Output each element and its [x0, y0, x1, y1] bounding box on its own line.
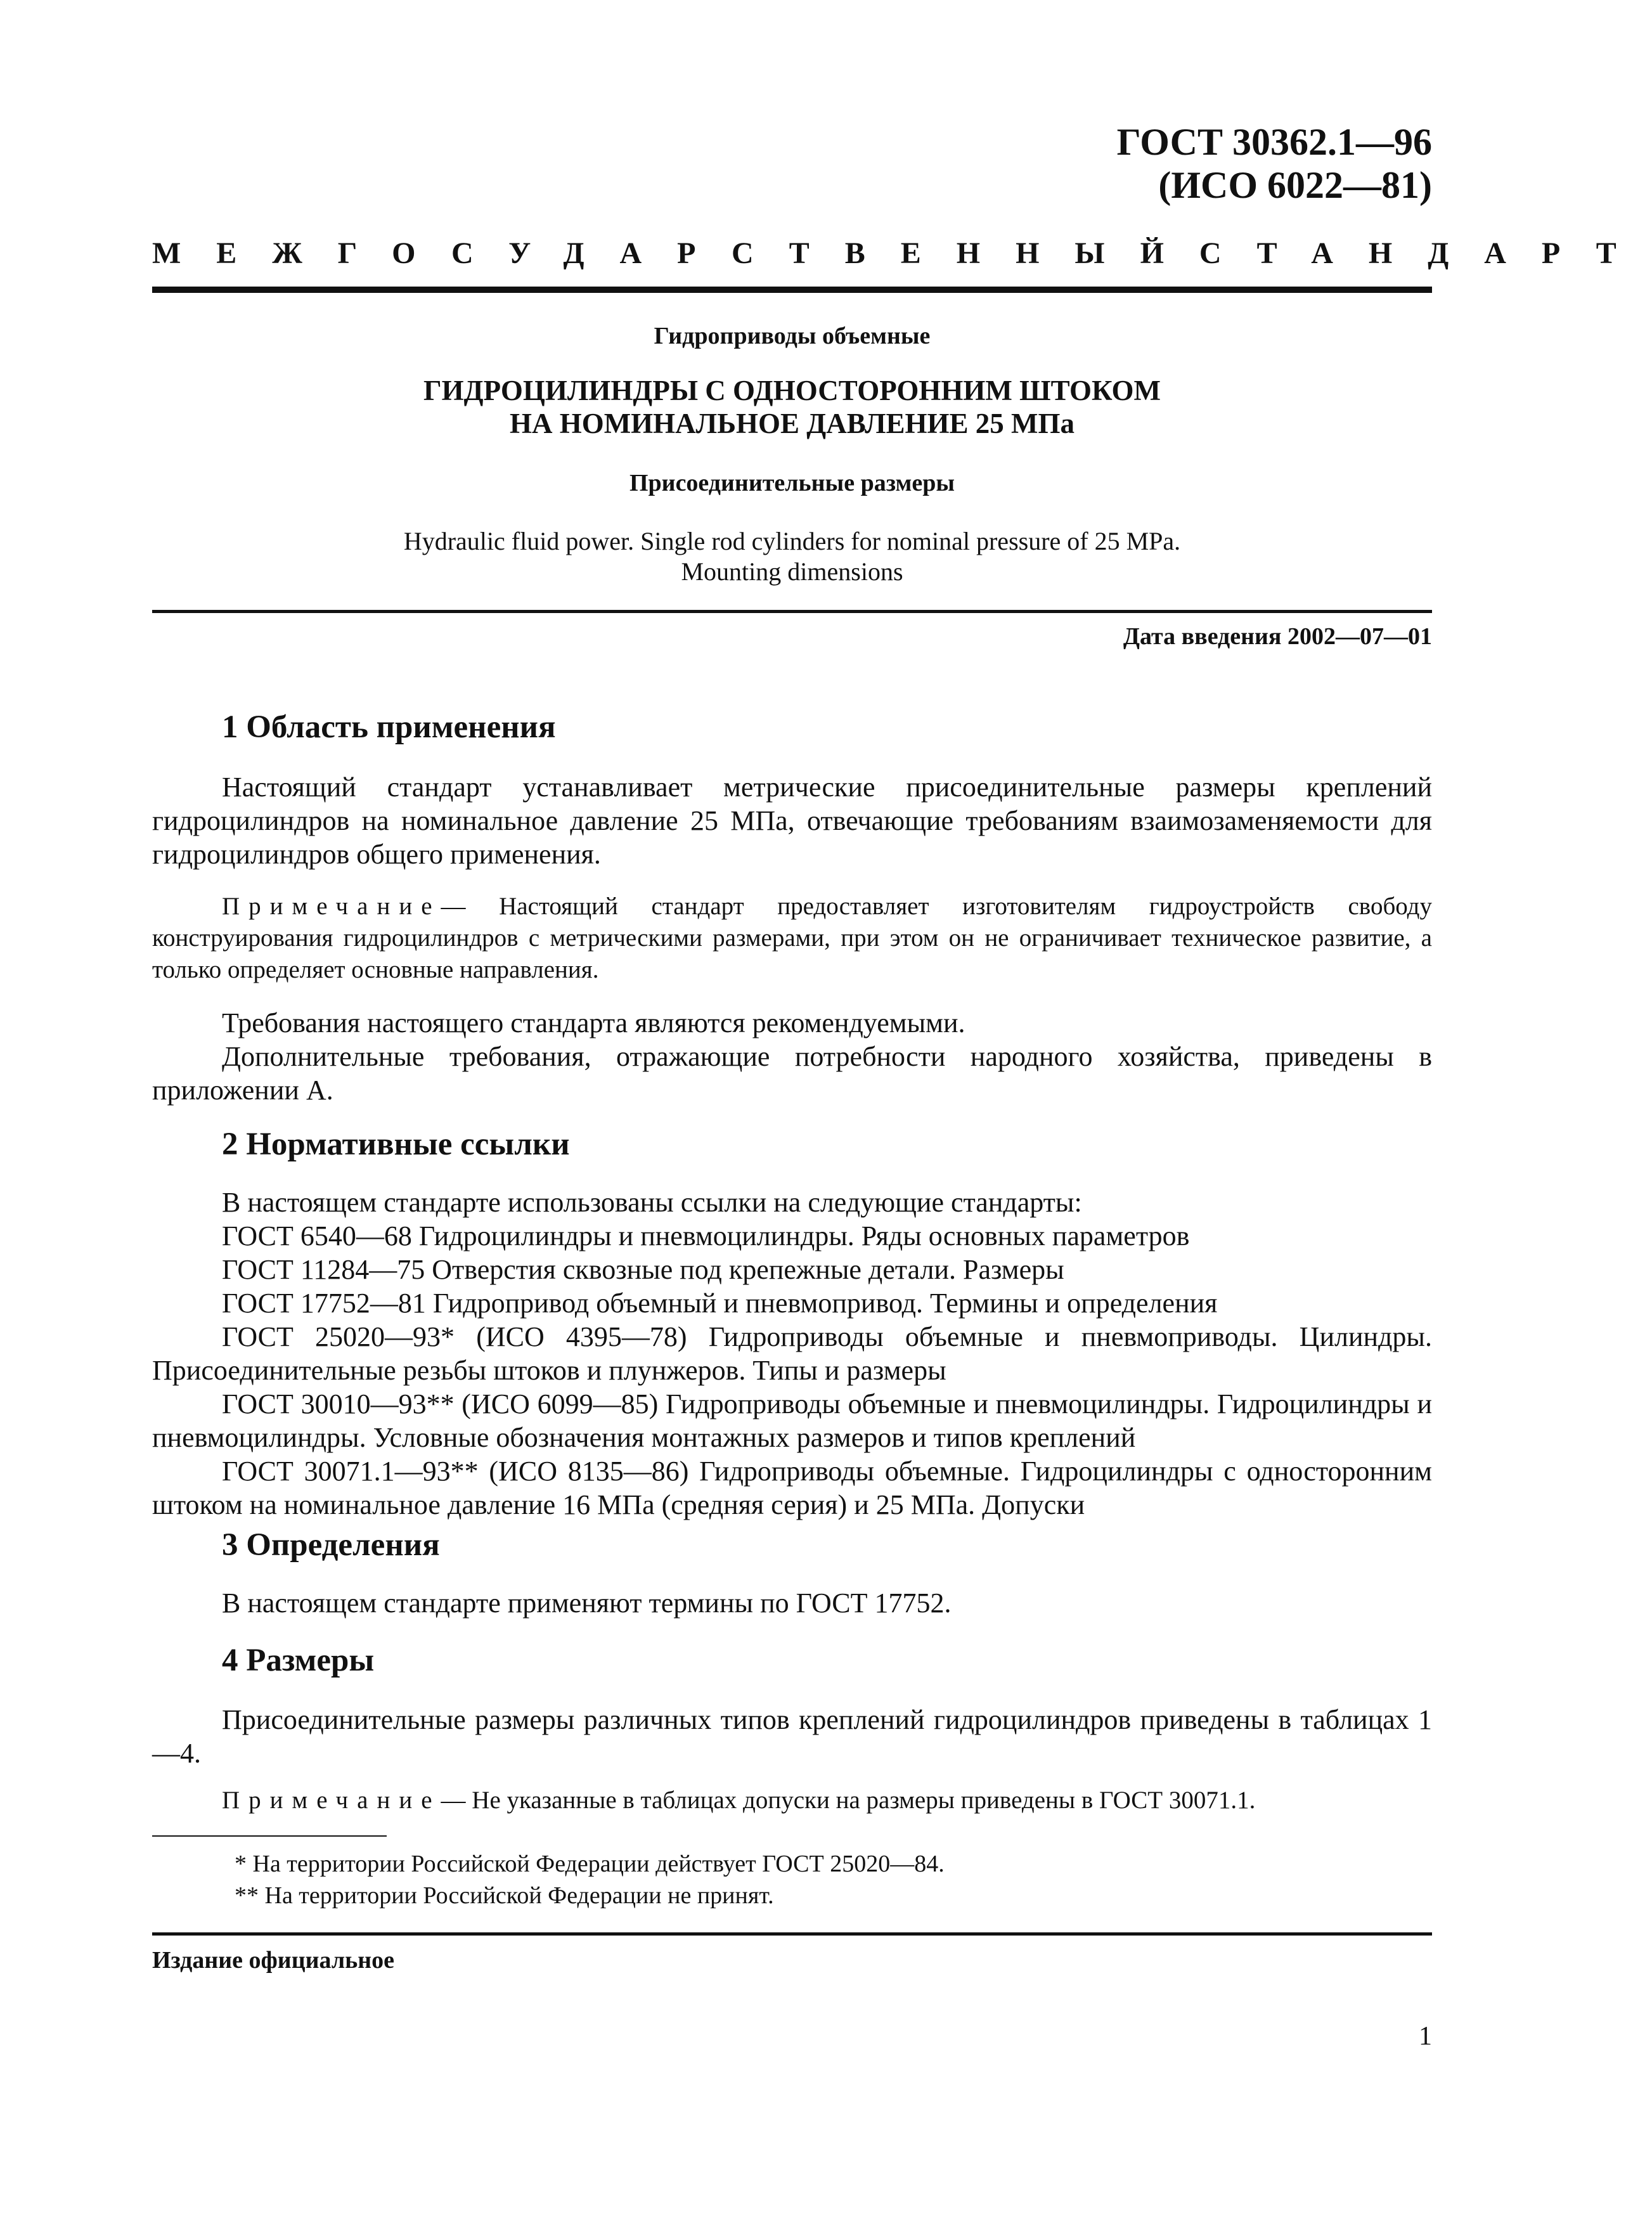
note-label: Примечание [222, 893, 441, 920]
iso-number: (ИСО 6022—81) [1158, 164, 1432, 206]
paragraph: Настоящий стандарт устанавливает метрические присоединительные размеры креплений гидроцилиндров на номинальное давление 25 МПа, отвечающие требованиям взаимозаменяемости для гидроцилиндров общего применения. [152, 772, 1432, 870]
footnote: * На территории Российской Федерации действует ГОСТ 25020—84. [235, 1851, 945, 1877]
english-title-line1: Hydraulic fluid power. Single rod cylinders for nominal pressure of 25 MPa. [403, 527, 1181, 555]
note-paragraph [152, 1785, 1432, 1816]
page-number: 1 [1419, 2022, 1432, 2051]
interstate-standard-banner [152, 236, 1652, 280]
gost-designation [1117, 120, 1432, 207]
reference-item: ГОСТ 11284—75 Отверстия сквозные под крепежные детали. Размеры [222, 1254, 1064, 1285]
section-2-heading: 2 Нормативные ссылки [222, 1127, 570, 1162]
section-3-paragraph [152, 1586, 1432, 1620]
reference-item: ГОСТ 30010—93** (ИСО 6099—85) Гидроприводы объемные и пневмоцилиндры. Гидроцилиндры и пневмоцилиндры. Условные обозначения монтажных размеров и типов креплений [152, 1388, 1432, 1453]
note-text: — Настоящий стандарт предоставляет изготовителям гидроустройств свободу конструирования гидроцилиндров с метрическими размерами, при этом он не ограничивает техническое развитие, а только определяет основные направления. [152, 893, 1432, 983]
reference-item: ГОСТ 25020—93* (ИСО 4395—78) Гидроприводы объемные и пневмоприводы. Цилиндры. Присоединительные резьбы штоков и плунжеров. Типы и размеры [152, 1321, 1432, 1386]
paragraph: В настоящем стандарте применяют термины по ГОСТ 17752. [222, 1587, 952, 1619]
footnote-divider [152, 1835, 387, 1837]
group-title: Гидроприводы объемные [654, 323, 931, 349]
main-title-line1: ГИДРОЦИЛИНДРЫ С ОДНОСТОРОННИМ ШТОКОМ [423, 375, 1161, 406]
standard-word: СТАНДАРТ [1199, 236, 1652, 270]
top-divider [152, 287, 1432, 293]
english-title [152, 526, 1432, 587]
footnote: ** На территории Российской Федерации не принят. [235, 1882, 774, 1909]
section-1-paragraph [152, 770, 1432, 871]
title-divider [152, 610, 1432, 613]
reference-item: ГОСТ 6540—68 Гидроцилиндры и пневмоцилиндры. Ряды основных параметров [222, 1220, 1190, 1251]
section-4-heading: 4 Размеры [222, 1643, 375, 1678]
effective-date: Дата введения 2002—07—01 [1123, 623, 1432, 650]
section-1-requirements [152, 1006, 1432, 1107]
note-paragraph [152, 891, 1432, 986]
paragraph: Присоединительные размеры различных типов креплений гидроцилиндров приведены в таблицах 1—4. [152, 1704, 1432, 1769]
english-title-line2: Mounting dimensions [681, 557, 903, 586]
main-title-line2: НА НОМИНАЛЬНОЕ ДАВЛЕНИЕ 25 МПа [509, 408, 1075, 439]
gost-number: ГОСТ 30362.1—96 [1116, 121, 1432, 163]
section-2-references [152, 1186, 1432, 1522]
paragraph: Дополнительные требования, отражающие потребности народного хозяйства, приведены в приложении А. [152, 1041, 1432, 1106]
section-3-heading: 3 Определения [222, 1527, 440, 1563]
paragraph: В настоящем стандарте использованы ссылки на следующие стандарты: [222, 1187, 1082, 1218]
interstate-word: МЕЖГОСУДАРСТВЕННЫЙ [152, 236, 1199, 270]
section-1-note [152, 891, 1432, 986]
paragraph: Требования настоящего стандарта являются рекомендуемыми. [222, 1007, 965, 1038]
official-edition-label: Издание официальное [152, 1947, 395, 1974]
main-title [152, 374, 1432, 440]
section-4-paragraph [152, 1703, 1432, 1770]
reference-item: ГОСТ 17752—81 Гидропривод объемный и пневмопривод. Термины и определения [222, 1288, 1218, 1319]
reference-item: ГОСТ 30071.1—93** (ИСО 8135—86) Гидроприводы объемные. Гидроцилиндры с односторонним штоком на номинальное давление 16 МПа (средняя серия) и 25 МПа. Допуски [152, 1456, 1432, 1520]
note-label: Примечание [222, 1787, 441, 1814]
footer-divider [152, 1932, 1432, 1936]
note-text: — Не указанные в таблицах допуски на размеры приведены в ГОСТ 30071.1. [441, 1787, 1256, 1814]
section-4-note [152, 1785, 1432, 1816]
section-1-heading: 1 Область применения [222, 709, 556, 745]
document-subtitle: Присоединительные размеры [629, 470, 955, 496]
